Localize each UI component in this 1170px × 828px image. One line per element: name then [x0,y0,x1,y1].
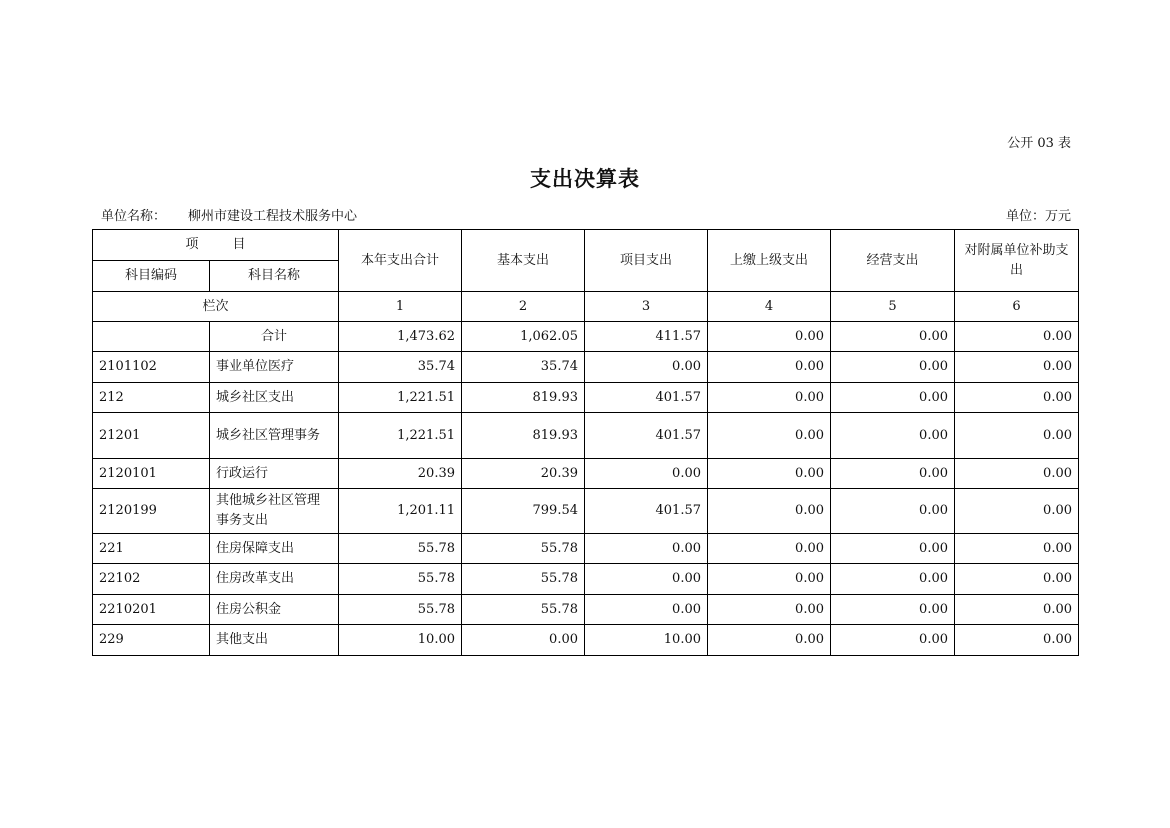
seq-3: 3 [585,292,708,322]
table-row [93,383,1079,413]
header-subsidiary: 对附属单位补助支出 [955,230,1079,292]
cell-basic: 55.78 [462,534,585,564]
cell-project: 0.00 [585,534,708,564]
cell-business: 0.00 [831,322,955,352]
header-business: 经营支出 [831,230,955,292]
cell-total: 20.39 [339,459,462,489]
cell-basic: 1,062.05 [462,322,585,352]
seq-5: 5 [831,292,955,322]
cell-total: 10.00 [339,625,462,656]
cell-project: 0.00 [585,352,708,383]
cell-project: 0.00 [585,595,708,625]
cell-project: 0.00 [585,564,708,595]
cell-subsidiary: 0.00 [955,322,1079,352]
cell-basic: 35.74 [462,352,585,383]
table-row [93,595,1079,625]
cell-code: 2101102 [93,352,210,383]
table-row [93,459,1079,489]
cell-name: 其他城乡社区管理事务支出 [210,489,339,534]
header-item [93,230,339,261]
cell-total: 55.78 [339,534,462,564]
cell-name: 事业单位医疗 [210,352,339,383]
table-row [93,352,1079,383]
cell-total: 1,201.11 [339,489,462,534]
cell-code: 2120101 [93,459,210,489]
cell-subsidiary: 0.00 [955,489,1079,534]
cell-upper: 0.00 [708,489,831,534]
header-upper: 上缴上级支出 [708,230,831,292]
cell-code: 229 [93,625,210,656]
cell-subsidiary: 0.00 [955,352,1079,383]
table-row [93,564,1079,595]
cell-name: 合计 [210,322,339,352]
cell-name: 行政运行 [210,459,339,489]
cell-business: 0.00 [831,564,955,595]
currency-unit: 单位：万元 [1005,209,1071,224]
cell-upper: 0.00 [708,534,831,564]
cell-total: 35.74 [339,352,462,383]
cell-subsidiary: 0.00 [955,534,1079,564]
table-row [93,625,1079,656]
cell-subsidiary: 0.00 [955,383,1079,413]
cell-business: 0.00 [831,489,955,534]
cell-total: 1,221.51 [339,413,462,459]
cell-code [93,322,210,352]
table-row [93,489,1079,534]
cell-basic: 20.39 [462,459,585,489]
seq-4: 4 [708,292,831,322]
header-item-b: 目 [232,237,246,252]
cell-project: 10.00 [585,625,708,656]
header-name: 科目名称 [210,261,339,292]
cell-basic: 0.00 [462,625,585,656]
cell-business: 0.00 [831,625,955,656]
cell-project: 411.57 [585,322,708,352]
form-number: 公开 03 表 [1007,136,1071,151]
unit-name-label: 单位名称： [101,209,167,224]
cell-code: 22102 [93,564,210,595]
cell-code: 221 [93,534,210,564]
expenditure-table [92,229,1079,656]
page-title: 支出决算表 [530,166,640,191]
cell-code: 2210201 [93,595,210,625]
cell-business: 0.00 [831,413,955,459]
seq-2: 2 [462,292,585,322]
cell-upper: 0.00 [708,383,831,413]
cell-name: 城乡社区管理事务 [210,413,339,459]
cell-name: 住房保障支出 [210,534,339,564]
cell-upper: 0.00 [708,625,831,656]
table-row [93,413,1079,459]
seq-label: 栏次 [93,292,339,322]
header-code: 科目编码 [93,261,210,292]
cell-upper: 0.00 [708,413,831,459]
cell-code: 212 [93,383,210,413]
cell-upper: 0.00 [708,322,831,352]
cell-code: 21201 [93,413,210,459]
cell-upper: 0.00 [708,595,831,625]
cell-business: 0.00 [831,595,955,625]
cell-total: 55.78 [339,564,462,595]
header-project: 项目支出 [585,230,708,292]
cell-project: 401.57 [585,383,708,413]
cell-basic: 819.93 [462,413,585,459]
cell-project: 0.00 [585,459,708,489]
cell-total: 55.78 [339,595,462,625]
cell-basic: 55.78 [462,595,585,625]
cell-upper: 0.00 [708,352,831,383]
cell-subsidiary: 0.00 [955,413,1079,459]
cell-name: 住房公积金 [210,595,339,625]
cell-business: 0.00 [831,534,955,564]
cell-name: 城乡社区支出 [210,383,339,413]
cell-basic: 819.93 [462,383,585,413]
cell-total: 1,473.62 [339,322,462,352]
cell-code: 2120199 [93,489,210,534]
cell-project: 401.57 [585,413,708,459]
cell-total: 1,221.51 [339,383,462,413]
header-total: 本年支出合计 [339,230,462,292]
header-basic: 基本支出 [462,230,585,292]
cell-subsidiary: 0.00 [955,595,1079,625]
table-row-total [93,322,1079,352]
seq-6: 6 [955,292,1079,322]
cell-name: 住房改革支出 [210,564,339,595]
unit-name-value: 柳州市建设工程技术服务中心 [188,209,358,224]
unit-name-line [101,205,357,224]
table-row [93,534,1079,564]
cell-subsidiary: 0.00 [955,459,1079,489]
cell-upper: 0.00 [708,564,831,595]
cell-business: 0.00 [831,459,955,489]
header-item-a: 项 [185,237,199,252]
cell-upper: 0.00 [708,459,831,489]
cell-project: 401.57 [585,489,708,534]
cell-name: 其他支出 [210,625,339,656]
cell-basic: 55.78 [462,564,585,595]
cell-business: 0.00 [831,352,955,383]
cell-subsidiary: 0.00 [955,625,1079,656]
seq-1: 1 [339,292,462,322]
cell-basic: 799.54 [462,489,585,534]
cell-subsidiary: 0.00 [955,564,1079,595]
cell-business: 0.00 [831,383,955,413]
